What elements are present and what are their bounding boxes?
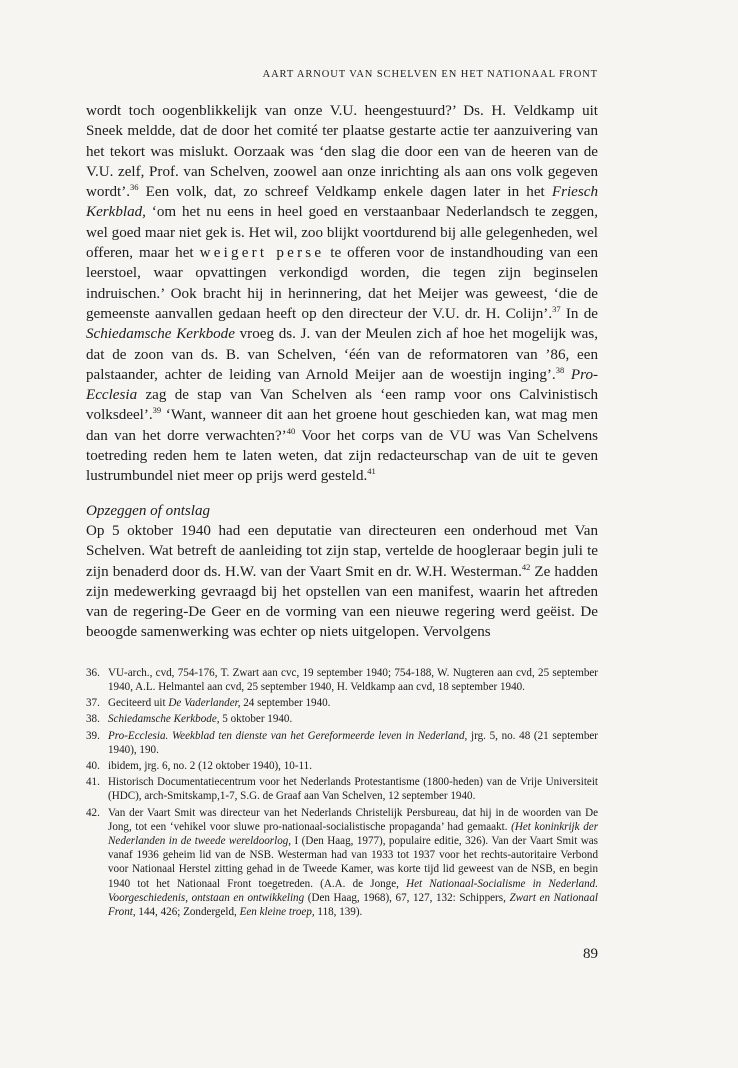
footnotes (86, 666, 598, 919)
footnote-ref-39[interactable]: 39 (152, 405, 162, 416)
page-number: 89 (583, 946, 598, 962)
footnote-42: 42. Van der Vaart Smit was directeur van het Nederlands Christelijk Persbureau, dat hij in de woorden van De Jong, tot een ‘vehikel voor sluwe pro-nationaal-socialistische propaganda’ had gemaakt. (Het koninkrijk der Nederlanden in de tweede wereldoorlog, I (Den Haag, 1977), populaire editie, 326). Van der Vaart Smit was vanaf 1936 geheim lid van de NSB. Westerman had van 1933 tot 1937 voor het rechts-autoritaire Verbond voor Nationaal Herstel zitting gehad in de Tweede Kamer, was korte tijd lid geweest van de NSB, en begin 1940 tot het Nationaal Front toegetreden. (A.A. de Jonge, Het Nationaal-Socialisme in Nederland. Voorgeschiedenis, ontstaan en ontwikkeling (Den Haag, 1968), 67, 127, 132: Schippers, Zwart en Nationaal Front, 144, 426; Zondergeld, Een kleine troep, 118, 139). (86, 806, 599, 918)
footnote-41: 41. Historisch Documentatiecentrum voor het Nederlands Protestantisme (1800-heden) van de Vrije Universiteit (HDC), arch-Smitskamp,1-7, S.G. de Graaf aan Van Schelven, 12 september 1940. (86, 776, 598, 803)
footnote-38: 38. Schiedamsche Kerkbode, 5 oktober 1940. (86, 713, 293, 726)
footnote-ref-40[interactable]: 40 (286, 425, 296, 436)
footnote-ref-36[interactable]: 36 (130, 182, 139, 193)
footnote-36: 36. VU-arch., cvd, 754-176, T. Zwart aan cvc, 19 september 1940; 754-188, W. Nugteren aan cvd, 25 september 1940, A.L. Helmantel aan cvd, 25 september 1940, H. Veldkamp aan cvd, 18 september 1940. (86, 666, 598, 693)
footnote-ref-41[interactable]: 41 (367, 466, 376, 477)
body-paragraph-1: wordt toch oogenblikkelijk van onze V.U. heengestuurd?’ Ds. H. Veldkamp uit Sneek meldde, dat de door het comité ter plaatse gestarte actie ter aanzuivering van het tekort was mislukt. Oorzaak was ‘den slag die door een van de heeren van de V.U. zelf, Prof. van Schelven, zoowel aan onze inrichting als aan ons volk gegeven wordt’.$^{36}$ Een volk, dat, zo schreef Veldkamp enkele dagen later in het Friesch Kerkblad, ‘om het nu eens in heel goed en verstaanbaar Nederlandsch te zeggen, wel goed maar niet gek is. Het wil, zoo blijkt voortdurend bij alle gelegenheden, wel offeren, maar het weigert perse te offeren voor de instandhouding van een leerstoel, waar opvattingen verkondigd worden, die tegen zijn beginselen indruischen.’ Ook bracht hij in herinnering, dat het Meijer was geweest, ‘die de gemeenste aanvallen gedaan heeft op den directeur der V.U. dr. H. Colijn’.$^{37}$ In de Schiedamsche Kerkbode vroeg ds. J. van der Meulen zich af hoe het mogelijk was, dat de zoon van ds. B. van Schelven, ‘één van de reformatoren van ’86, een palstaander, achter de leiding van Arnold Meijer aan de woestijn inging’.$^{38}$ Pro-Ecclesia zag de stap van Van Schelven als ‘een ramp voor ons Calvinistisch volksdeel’.$^{39}$ ‘Want, wanneer dit aan het groene hout geschieden kan, wat mag men dan van het dorre verwachten?’$^{40}$ Voor het corps van de VU was Van Schelvens toetreding reden hem te laten weten, dat zijn redacteurschap van de uit te geven lustrumbundel niet meer op prijs werd gesteld.$^{41}$ (86, 103, 599, 485)
section-heading: Opzeggen of ontslag (86, 502, 211, 519)
footnote-39: 39. Pro-Ecclesia. Weekblad ten dienste van het Gereformeerde leven in Nederland, jrg. 5, no. 48 (21 september 1940), 190. (86, 729, 598, 756)
page (86, 68, 598, 921)
body-paragraph-2: Op 5 oktober 1940 had een deputatie van directeuren een onderhoud met Van Schelven. Wat betreft de aanleiding tot zijn stap, vertelde de hoogleraar begin juli te zijn benaderd door ds. H.W. van der Vaart Smit en dr. W.H. Westerman.$^{42}$ Ze hadden zijn medewerking gevraagd bij het opstellen van een manifest, waarin het aftreden van de regering-De Geer en de vorming van een nieuwe regering werd geëist. De beoogde samenwerking was echter op niets uitgelopen. Vervolgens (86, 522, 598, 641)
spaced-emphasis: weigert perse (199, 245, 325, 262)
footnote-ref-37[interactable]: 37 (552, 303, 561, 314)
running-head: AART ARNOUT VAN SCHELVEN EN HET NATIONAAL FRONT (262, 69, 598, 80)
footnote-ref-42[interactable]: 42 (521, 561, 531, 572)
footnote-37: 37. Geciteerd uit De Vaderlander, 24 september 1940. (86, 697, 331, 710)
footnote-ref-38[interactable]: 38 (555, 364, 565, 375)
footnote-40: 40. ibidem, jrg. 6, no. 2 (12 oktober 1940), 10-11. (86, 759, 312, 772)
